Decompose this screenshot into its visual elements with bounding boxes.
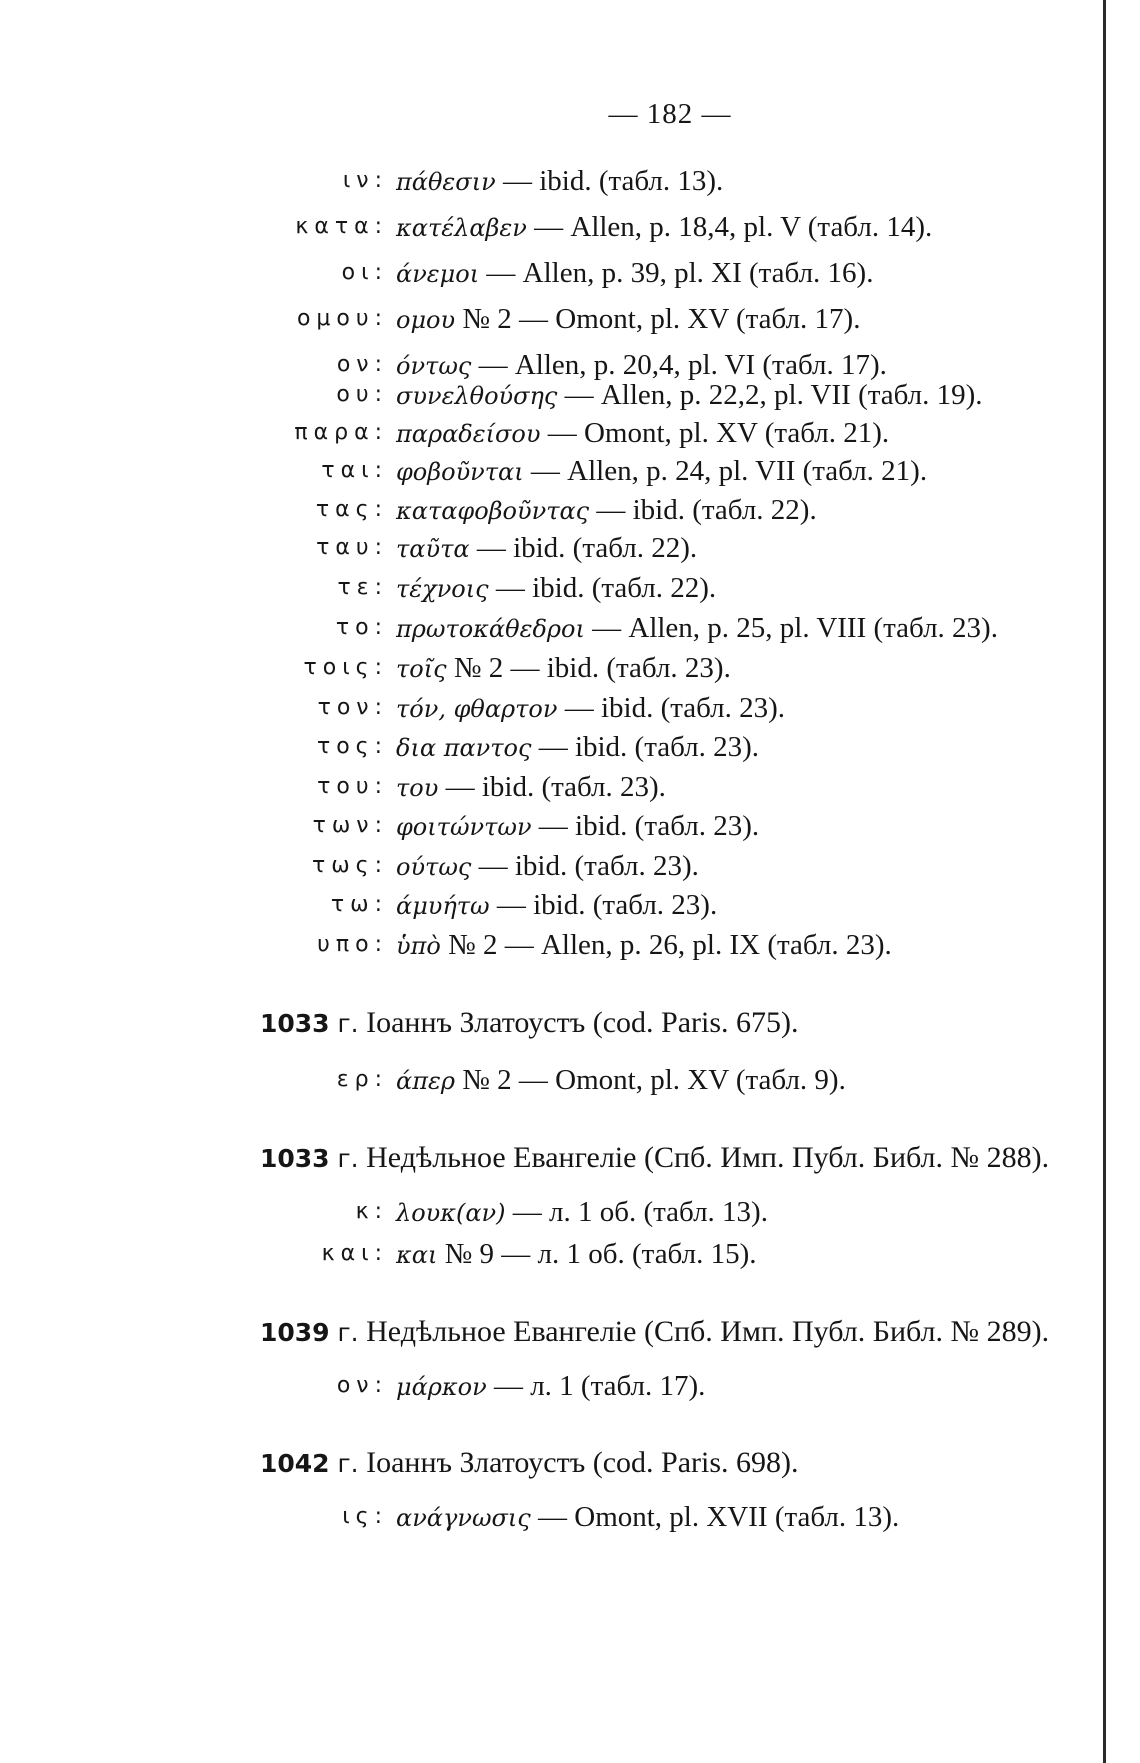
entry-ref: № 2 — Omont, pl. XV (табл. 9).	[454, 1064, 846, 1096]
entry-value	[396, 1060, 846, 1101]
entry-ref: № 2 — ibid. (табл. 23).	[446, 652, 731, 684]
entry-greek: λουκ(αν)	[396, 1199, 506, 1227]
entry-row	[0, 648, 1140, 688]
entry-ref: — ibid. (табл. 22).	[589, 494, 817, 526]
entry-key: τω:	[330, 892, 388, 917]
section-title: Недѣльное Евангеліе (Спб. Имп. Публ. Библ. № 289).	[358, 1315, 1050, 1348]
entry-greek: καταφοβοῦντας	[396, 497, 590, 525]
entry-greek: τοῖς	[396, 655, 447, 683]
section-year: 1039	[260, 1318, 330, 1347]
entry-row	[0, 608, 1140, 648]
entry-ref: № 2 — Omont, pl. XV (табл. 17).	[455, 303, 861, 335]
section-title: Недѣльное Евангеліе (Спб. Имп. Публ. Библ. № 288).	[358, 1141, 1050, 1174]
entry-ref: — ibid. (табл. 23).	[471, 850, 699, 882]
entry-row	[0, 490, 1140, 530]
entry-key: παρα:	[294, 420, 388, 445]
entry-value	[396, 1234, 756, 1275]
entry-ref: — Allen, p. 22,2, pl. VII (табл. 19).	[557, 379, 983, 411]
entry-ref: № 9 — л. 1 об. (табл. 15).	[437, 1238, 757, 1270]
entry-greek: πρωτοκάθεδροι	[396, 615, 585, 643]
entry-row	[0, 727, 1140, 767]
entry-ref: — л. 1 об. (табл. 13).	[505, 1196, 768, 1228]
entry-key: ον:	[336, 1373, 388, 1398]
entry-greek: τόν, φθαρτον	[396, 695, 558, 723]
entry-row	[0, 1192, 1140, 1232]
entry-value	[396, 207, 932, 248]
entry-row	[0, 413, 1140, 453]
entry-value	[396, 806, 759, 847]
entry-key: κ:	[355, 1199, 388, 1224]
entry-row	[0, 846, 1140, 886]
entry-row	[0, 767, 1140, 807]
entry-value	[396, 885, 717, 926]
entry-value	[396, 161, 723, 202]
entry-key: του:	[317, 774, 388, 799]
section-heading	[260, 1443, 799, 1484]
entry-ref: — ibid. (табл. 23).	[489, 889, 718, 921]
entry-row	[0, 161, 1140, 201]
entry-value	[396, 925, 892, 966]
entry-key: τος:	[316, 734, 388, 759]
entry-value	[396, 413, 889, 454]
section-year: 1033	[260, 1144, 330, 1173]
entry-value	[396, 375, 983, 416]
entry-value	[396, 727, 759, 768]
entry-key: ου:	[336, 382, 388, 407]
entry-key: ται:	[321, 458, 388, 483]
entry-key: το:	[335, 615, 388, 640]
entry-value	[396, 568, 716, 609]
section-heading	[260, 1312, 1049, 1353]
entry-ref: — ibid. (табл. 22).	[488, 572, 717, 604]
entry-ref: — ibid. (табл. 22).	[469, 532, 698, 564]
page-edge-rule	[1103, 0, 1106, 1763]
entry-key: ταυ:	[316, 535, 388, 560]
entry-greek: όντως	[396, 352, 472, 380]
entry-key: ον:	[336, 352, 388, 377]
entry-ref: № 2 — Allen, p. 26, pl. IX (табл. 23).	[440, 929, 892, 961]
entry-key: ερ:	[336, 1067, 388, 1092]
entry-key: υπο:	[317, 932, 388, 957]
entry-ref: — ibid. (табл. 23).	[531, 731, 760, 763]
entry-ref: — Allen, p. 39, pl. XI (табл. 16).	[479, 257, 874, 289]
entry-key: των:	[312, 813, 388, 838]
entry-key: τως:	[312, 853, 388, 878]
entry-greek: κατέλαβεν	[396, 214, 527, 242]
entry-key: και:	[321, 1241, 388, 1266]
entry-row	[0, 925, 1140, 965]
entry-row	[0, 207, 1140, 247]
entry-row	[0, 528, 1140, 568]
entry-value	[396, 1366, 705, 1407]
entry-ref: — л. 1 (табл. 17).	[486, 1370, 706, 1402]
section-title: Іоаннъ Златоустъ (cod. Paris. 698).	[358, 1446, 799, 1479]
entry-greek: άμυήτω	[396, 892, 490, 920]
entry-ref: — ibid. (табл. 13).	[495, 165, 724, 197]
entry-ref: — Allen, p. 20,4, pl. VI (табл. 17).	[471, 349, 887, 381]
section-year-suffix: г.	[329, 1009, 359, 1038]
entry-key: οι:	[341, 260, 388, 285]
entry-ref: — ibid. (табл. 23).	[531, 810, 760, 842]
entry-greek: φοβοῦνται	[396, 458, 524, 486]
entry-value	[396, 253, 873, 294]
entry-greek: ταῦτα	[396, 535, 470, 563]
section-heading	[260, 1138, 1049, 1179]
section-heading	[260, 1003, 799, 1044]
entry-key: ις:	[342, 1504, 388, 1529]
entry-row	[0, 1497, 1140, 1537]
entry-key: ομου:	[296, 306, 388, 331]
entry-row	[0, 885, 1140, 925]
entry-row	[0, 1366, 1140, 1406]
section-year: 1033	[260, 1009, 330, 1038]
entry-greek: του	[396, 774, 439, 802]
entry-value	[396, 1497, 899, 1538]
entry-greek: και	[396, 1241, 438, 1269]
entry-value	[396, 846, 699, 887]
entry-key: τας:	[315, 497, 388, 522]
entry-greek: ομου	[396, 306, 456, 334]
entry-greek: πάθεσιν	[396, 168, 496, 196]
section-year-suffix: г.	[329, 1318, 359, 1347]
entry-row	[0, 299, 1140, 339]
entry-row	[0, 688, 1140, 728]
entry-greek: δια παντος	[396, 734, 532, 762]
entry-value	[396, 490, 817, 531]
entry-ref: — Omont, pl. XV (табл. 21).	[540, 417, 890, 449]
entry-row	[0, 253, 1140, 293]
entry-value	[396, 1192, 768, 1233]
entry-ref: — ibid. (табл. 23).	[557, 692, 786, 724]
entry-value	[396, 528, 697, 569]
entry-row	[0, 451, 1140, 491]
entry-greek: παραδείσου	[396, 420, 541, 448]
section-year-suffix: г.	[329, 1144, 359, 1173]
entry-value	[396, 688, 785, 729]
entry-greek: άνεμοι	[396, 260, 480, 288]
entry-greek: τέχνοις	[396, 575, 489, 603]
entry-key: κατα:	[295, 214, 388, 239]
entry-row	[0, 375, 1140, 415]
section-year-suffix: г.	[329, 1449, 359, 1478]
entry-key: τε:	[337, 575, 388, 600]
entry-greek: ανάγνωσις	[396, 1504, 531, 1532]
entry-ref: — Allen, p. 18,4, pl. V (табл. 14).	[526, 211, 933, 243]
entry-greek: ούτως	[396, 853, 472, 881]
entry-value	[396, 451, 927, 492]
entry-key: τοις:	[303, 655, 388, 680]
entry-ref: — Allen, p. 25, pl. VIII (табл. 23).	[584, 612, 998, 644]
entry-value	[396, 299, 860, 340]
entry-ref: — ibid. (табл. 23).	[438, 771, 666, 803]
entry-value	[396, 767, 666, 808]
entry-greek: φοιτώντων	[396, 813, 532, 841]
entry-greek: μάρκον	[396, 1373, 487, 1401]
entry-greek: ὑπὸ	[396, 932, 441, 960]
entry-ref: — Omont, pl. XVII (табл. 13).	[530, 1501, 900, 1533]
entry-row	[0, 1060, 1140, 1100]
entry-ref: — Allen, p. 24, pl. VII (табл. 21).	[523, 455, 928, 487]
entry-row	[0, 806, 1140, 846]
entry-value	[396, 648, 731, 689]
entry-row	[0, 1234, 1140, 1274]
section-year: 1042	[260, 1449, 330, 1478]
entry-key: τον:	[317, 695, 388, 720]
entry-value	[396, 608, 998, 649]
entry-key: ιν:	[342, 168, 388, 193]
entry-greek: συνελθούσης	[396, 382, 558, 410]
entry-row	[0, 568, 1140, 608]
section-title: Іоаннъ Златоустъ (cod. Paris. 675).	[358, 1006, 799, 1039]
page-number: — 182 —	[608, 98, 732, 130]
entry-greek: άπερ	[396, 1067, 455, 1095]
